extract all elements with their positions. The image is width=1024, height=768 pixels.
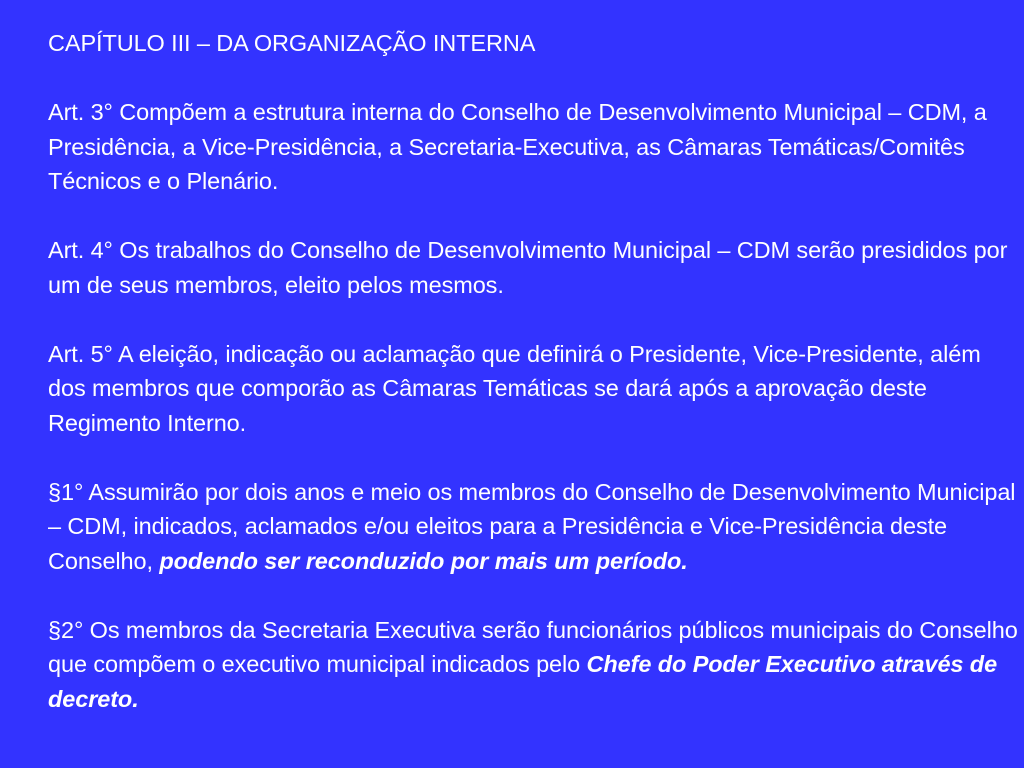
paragraph-2-text: §2° Os membros da Secretaria Executiva serão funcionários públicos municipais do Conselho que compõem o executivo municipal indicados pelo bbox=[48, 616, 1018, 677]
paragraph-2-emphasis: Chefe do Poder Executivo através de decreto. bbox=[48, 651, 998, 712]
paragraph-1 bbox=[48, 475, 1018, 579]
paragraph-2 bbox=[48, 613, 1018, 717]
chapter-title: CAPÍTULO III – DA ORGANIZAÇÃO INTERNA bbox=[48, 30, 536, 56]
article-3: Art. 3° Compõem a estrutura interna do Conselho de Desenvolvimento Municipal – CDM, a Presidência, a Vice-Presidência, a Secretaria-Executiva, as Câmaras Temáticas/Comitês Técnicos e o Plenário. bbox=[48, 99, 987, 194]
article-5: Art. 5° A eleição, indicação ou aclamação que definirá o Presidente, Vice-Presidente, além dos membros que comporão as Câmaras Temáticas se dará após a aprovação deste Regimento Interno. bbox=[48, 340, 981, 436]
article-4: Art. 4° Os trabalhos do Conselho de Desenvolvimento Municipal – CDM serão presididos por um de seus membros, eleito pelos mesmos. bbox=[48, 237, 1008, 298]
paragraph-1-emphasis: podendo ser reconduzido por mais um período. bbox=[159, 547, 688, 574]
paragraph-1-text: §1° Assumirão por dois anos e meio os membros do Conselho de Desenvolvimento Municipal – CDM, indicados, aclamados e/ou eleitos para a Presidência e Vice-Presidência deste Conselho, bbox=[48, 478, 1016, 574]
slide-content bbox=[48, 26, 1018, 716]
